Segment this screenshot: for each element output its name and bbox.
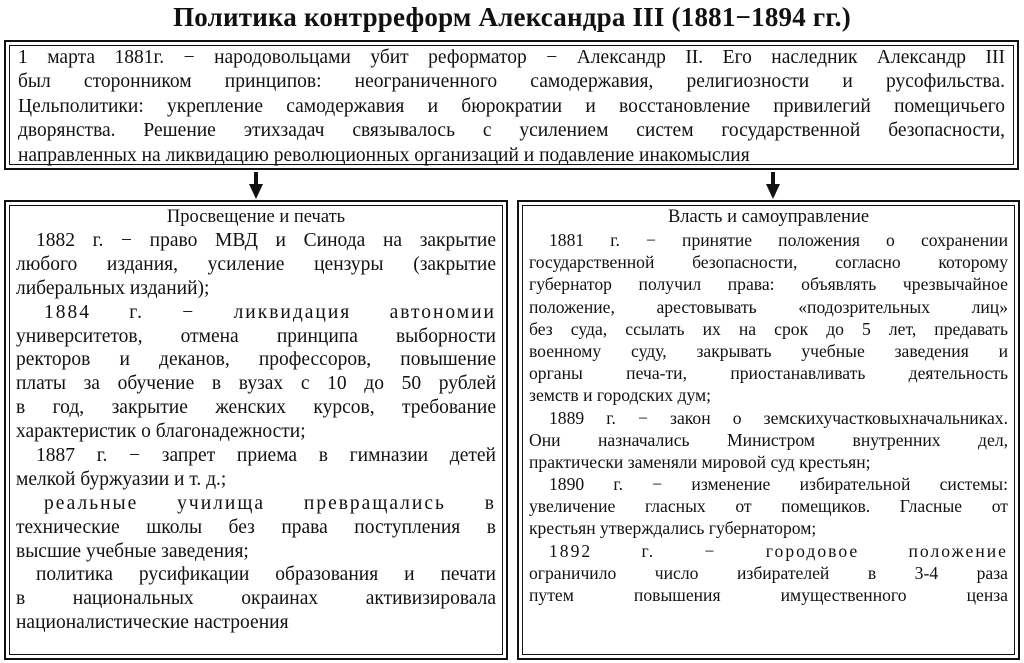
page-title: Политика контрреформ Александра III (1881−1894 гг.)	[173, 2, 851, 32]
intro-line: направленных на ликвидацию революционных организаций и подавление инакомыслия	[18, 144, 750, 166]
intro-line: 1 марта 1881г. − народовольцами убит реформатор − Александр II. Его наследник Александр III	[18, 47, 1005, 68]
education-press-box	[4, 200, 508, 660]
list-line: Они назначались Министром внутренних дел,	[529, 429, 1008, 450]
list-line: 1892 г. − городовое положение	[549, 540, 1008, 561]
intro-box	[4, 40, 1019, 170]
list-line: крестьян утверждались губернатором;	[529, 518, 817, 539]
list-line: 1887 г. − запрет приема в гимназии детей	[36, 445, 496, 467]
arrow-down-right-icon	[763, 172, 783, 200]
list-line: в год, закрытие женских курсов, требование	[16, 397, 496, 419]
list-line: практически заменяли мировой суд крестьян;	[529, 451, 871, 472]
list-line: 1882 г. − право МВД и Синода на закрытие	[36, 230, 496, 251]
list-line: националистические настроения	[16, 612, 289, 634]
column-heading: Власть и самоуправление	[667, 207, 870, 227]
list-line: характеристик о благонадежности;	[16, 421, 306, 443]
list-line: высшие учебные заведения;	[16, 540, 249, 562]
list-line: любого издания, усиление цензуры (закрытие	[16, 253, 496, 275]
list-line: увеличение гласных от помещиков. Гласные от	[529, 496, 1008, 517]
list-line: в национальных окраинах активизировала	[16, 588, 496, 610]
list-line: мелкой буржуазии и т. д.;	[16, 468, 227, 490]
list-line: политика русификации образования и печати	[36, 564, 496, 586]
list-line: государственной безопасности, согласно которому	[529, 252, 1008, 273]
list-line: земств и городских дум;	[529, 385, 712, 406]
intro-line: дворянства. Решение этихзадач связывалось с усилением систем государственной безопасности,	[18, 120, 1005, 142]
list-line: положение, арестовывать «подозрительных лиц»	[529, 296, 1008, 317]
list-line: либеральных изданий);	[16, 277, 210, 299]
list-line: 1889 г. − закон о земскихучастковыхначальниках.	[549, 407, 1008, 428]
list-line: университетов, отмена принципа выборности	[16, 325, 496, 347]
column-heading: Просвещение и печать	[166, 207, 346, 227]
list-line: ограничило число избирателей в 3-4 раза	[529, 562, 1008, 583]
list-line: 1884 г. − ликвидация автономии	[44, 301, 496, 323]
list-line: без суда, ссылать их на срок до 5 лет, предавать	[529, 318, 1008, 339]
list-line: реальные училища превращались в	[44, 492, 496, 514]
power-selfgov-box	[517, 200, 1020, 660]
intro-line: Цельполитики: укрепление самодержавия и бюрократии и восстановление привилегий помещичьего	[18, 95, 1005, 117]
list-line: путем повышения имущественного ценза	[529, 585, 1008, 605]
arrow-down-left-icon	[246, 172, 266, 200]
list-line: губернатор получил права: объявлять чрезвычайное	[529, 274, 1008, 295]
list-line: органы печа-ти, приостанавливать деятельность	[529, 363, 1008, 384]
list-line: 1890 г. − изменение избирательной системы:	[549, 474, 1008, 495]
list-line: платы за обучение в вузах с 10 до 50 рублей	[16, 373, 496, 395]
list-line: ректоров и деканов, профессоров, повышение	[16, 349, 496, 371]
list-line: 1881 г. − принятие положения о сохранении	[549, 230, 1008, 250]
list-line: технические школы без права поступления в	[16, 516, 496, 538]
intro-line: был сторонником принципов: неограниченного самодержавия, религиозности и русофильства.	[18, 71, 1005, 93]
list-line: военному суду, закрывать учебные заведения и	[529, 340, 1008, 361]
